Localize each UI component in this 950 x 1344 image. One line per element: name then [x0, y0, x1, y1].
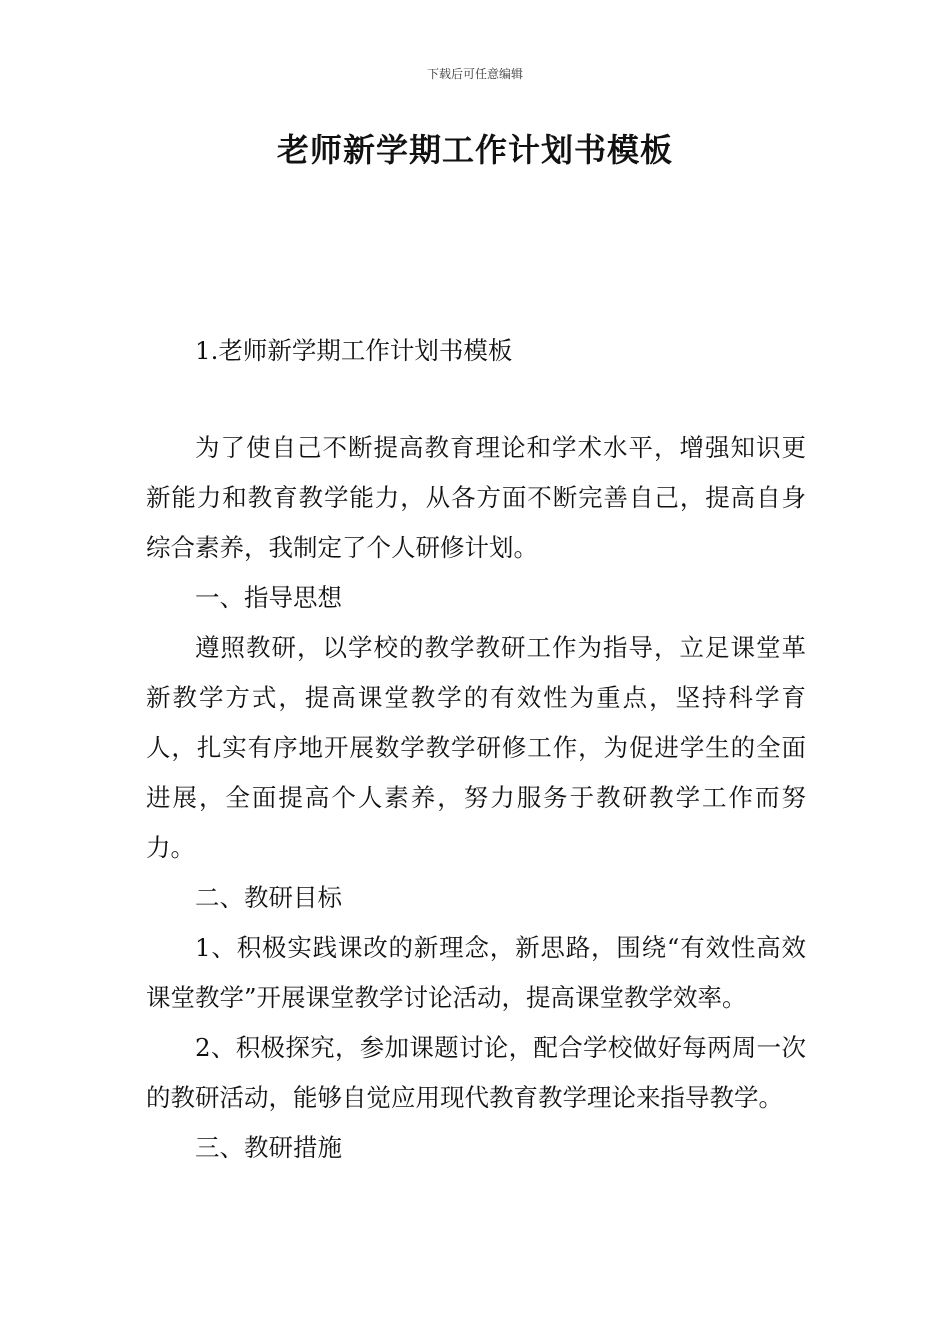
goal-item-1: 1、积极实践课改的新理念，新思路，围绕“有效性高效课堂教学”开展课堂教学讨论活动，提高课堂教学效率。: [146, 933, 806, 1012]
section-heading-block: [146, 326, 806, 376]
header-note: 下载后可任意编辑: [426, 67, 523, 81]
heading-guiding-thought: 一、指导思想: [195, 583, 342, 612]
section-heading: 1.老师新学期工作计划书模板: [195, 336, 513, 365]
document-body: [146, 423, 806, 1173]
document-title: 老师新学期工作计划书模板: [276, 131, 673, 169]
guiding-thought-paragraph: 遵照教研，以学校的教学教研工作为指导，立足课堂革新教学方式，提高课堂教学的有效性为重点，坚持科学育人，扎实有序地开展数学教学研修工作，为促进学生的全面进展，全面提高个人素养，努力服务于教研教学工作而努力。: [146, 633, 806, 862]
goal-item-2: 2、积极探究，参加课题讨论，配合学校做好每两周一次的教研活动，能够自觉应用现代教育教学理论来指导教学。: [146, 1033, 806, 1112]
heading-research-measures: 三、教研措施: [195, 1133, 342, 1162]
intro-paragraph: 为了使自己不断提高教育理论和学术水平，增强知识更新能力和教育教学能力，从各方面不断完善自己，提高自身综合素养，我制定了个人研修计划。: [146, 433, 806, 562]
heading-research-goals: 二、教研目标: [195, 883, 342, 912]
